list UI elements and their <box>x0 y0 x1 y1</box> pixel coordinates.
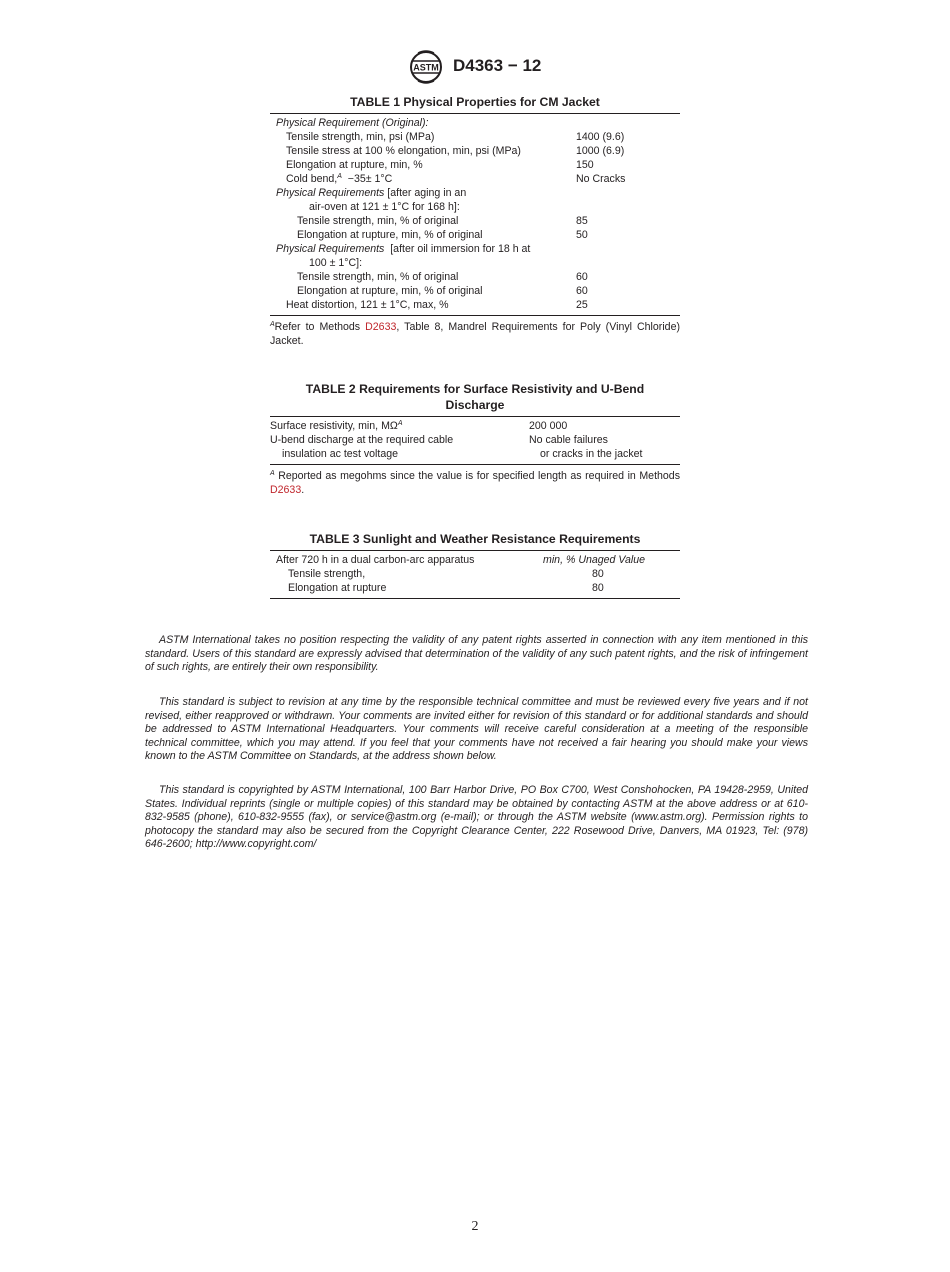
table-1-cell-value: 85 <box>576 215 588 227</box>
label-text: [after oil immersion for 18 h at <box>384 243 531 255</box>
table-row <box>270 116 680 130</box>
patent-notice-text: ASTM International takes no position respecting the validity of any patent rights asserted in connection with any item mentioned in this standard. Users of this standard are expressly advised that determination of the validity of any such patent rights, and the risk of infringement of such rights, are entirely their own responsibility. <box>145 634 808 674</box>
table-row <box>270 447 680 461</box>
table-row <box>270 158 680 172</box>
table-2-cell-value: No cable failures <box>529 434 608 446</box>
astm-logo-text: ASTM <box>413 62 439 73</box>
table-row <box>270 186 680 200</box>
table-1-title: TABLE 1 Physical Properties for CM Jacket <box>350 95 600 109</box>
table-1-cell-label: Tensile strength, min, psi (MPa) <box>286 131 435 143</box>
page-header <box>0 50 950 86</box>
table-1-cell-label: Tensile strength, min, % of original <box>297 215 459 227</box>
footnote-text: , Table 8, Mandrel Requirements for Poly (Vinyl Chloride) Jacket. <box>270 321 680 347</box>
table-2-cell-label <box>270 419 402 433</box>
table-2-cell-value: 200 000 <box>529 420 568 432</box>
table-row <box>270 298 680 312</box>
page-number: 2 <box>471 1219 479 1234</box>
table-1-cell-value: 1400 (9.6) <box>576 131 625 143</box>
table-3 <box>270 531 680 599</box>
table-row <box>270 567 680 581</box>
label-text: Physical Requirements <box>276 243 385 255</box>
table-1-cell-label <box>270 172 392 186</box>
table-row <box>270 581 680 595</box>
label-text: Physical Requirements <box>276 187 385 199</box>
footnote-marker: A <box>270 470 275 477</box>
table-row <box>270 144 680 158</box>
footnote-text: Reported as megohms since the value is for specified length as required in Methods <box>274 470 680 482</box>
table-1-cell-value: 1000 (6.9) <box>576 145 625 157</box>
table-row <box>270 419 680 433</box>
table-2-cell-label: insulation ac test voltage <box>282 448 399 460</box>
table-row <box>270 228 680 242</box>
table-1-cell-label: Tensile stress at 100 % elongation, min, psi (MPa) <box>286 145 521 157</box>
table-1-cell-label: Elongation at rupture, min, % of original <box>297 229 483 241</box>
table-row <box>270 214 680 228</box>
document-id: D4363 − 12 <box>453 56 542 75</box>
patent-notice <box>145 634 808 675</box>
revision-notice <box>145 696 808 764</box>
table-2-cell-label: U-bend discharge at the required cable <box>270 434 454 446</box>
table-1-cell-label: 100 ± 1°C]: <box>309 257 363 269</box>
copyright-notice <box>145 784 808 852</box>
footnote-text: . <box>301 484 305 496</box>
table-2-cell-value: or cracks in the jacket <box>540 448 643 460</box>
table-row <box>270 433 680 447</box>
table-3-cell-label: Tensile strength, <box>288 568 366 580</box>
footnote-text: Refer to Methods <box>274 321 366 333</box>
table-1-cell-label: Heat distortion, 121 ± 1°C, max, % <box>286 299 449 311</box>
label-text: Surface resistivity, min, MΩ <box>270 420 398 432</box>
table-3-column-header: min, % Unaged Value <box>543 554 646 566</box>
table-1-cell-value: No Cracks <box>576 173 626 185</box>
table-row <box>270 172 680 186</box>
table-1-cell-label: Physical Requirement (Original): <box>276 117 429 129</box>
table-1-cell-value: 150 <box>576 159 594 171</box>
label-text: −35± 1°C <box>341 173 393 185</box>
table-1-footnote <box>270 316 680 348</box>
table-1-cell-label <box>270 186 466 200</box>
astm-logo-icon <box>408 50 444 84</box>
revision-notice-text: This standard is subject to revision at any time by the responsible technical committee and must be reviewed every five years and if not revised, either reapproved or withdrawn. Your comments are invited either for revision of this standard or for additional standards and should be addressed to ASTM International Headquarters. Your comments will receive careful consideration at a meeting of the responsible technical committee, which you may attend. If you feel that your comments have not received a fair hearing you should make your views known to the ASTM Committee on Standards, at the address shown below. <box>145 696 808 763</box>
table-row <box>270 284 680 298</box>
table-1-cell-label <box>270 242 530 256</box>
label-text: [after aging in an <box>384 187 467 199</box>
table-1-cell-label: Elongation at rupture, min, % <box>286 159 423 171</box>
table-2-title: TABLE 2 Requirements for Surface Resistivity and U-Bend Discharge <box>305 382 645 412</box>
table-1 <box>270 94 680 348</box>
copyright-notice-text: This standard is copyrighted by ASTM International, 100 Barr Harbor Drive, PO Box C700, West Conshohocken, PA 19428-2959, United States. Individual reprints (single or multiple copies) of this standard may be obtained by contacting ASTM at the above address or at 610-832-9585 (phone), 610-832-9555 (fax), or service@astm.org (e-mail); or through the ASTM website (www.astm.org). Permission rights to photocopy the standard may also be secured from the Copyright Clearance Center, 222 Rosewood Drive, Danvers, MA 01923, Tel: (978) 646-2600; http://www.copyright.com/ <box>145 784 808 851</box>
footnote-marker: A <box>337 173 342 180</box>
label-text: Cold bend, <box>286 173 338 185</box>
table-row <box>270 130 680 144</box>
footnote-marker: A <box>397 420 403 427</box>
table-1-cell-value: 25 <box>576 299 588 311</box>
d2633-link[interactable]: D2633 <box>365 321 397 333</box>
table-row <box>270 256 680 270</box>
table-3-cell-value: 80 <box>592 582 604 594</box>
table-3-title: TABLE 3 Sunlight and Weather Resistance Requirements <box>309 532 641 546</box>
table-row <box>270 553 680 567</box>
table-1-cell-label: air-oven at 121 ± 1°C for 168 h]: <box>309 201 460 213</box>
footnote-marker: A <box>270 321 275 328</box>
table-row <box>270 200 680 214</box>
table-3-cell-label: Elongation at rupture <box>288 582 387 594</box>
table-row <box>270 270 680 284</box>
table-1-cell-label: Tensile strength, min, % of original <box>297 271 459 283</box>
table-1-cell-value: 50 <box>576 229 588 241</box>
table-1-cell-label: Elongation at rupture, min, % of original <box>297 285 483 297</box>
table-2-footnote <box>270 465 680 497</box>
table-3-cell-label: After 720 h in a dual carbon-arc apparatus <box>276 554 475 566</box>
d2633-link[interactable]: D2633 <box>270 484 302 496</box>
table-2 <box>270 381 680 497</box>
table-1-cell-value: 60 <box>576 271 588 283</box>
table-3-bottom-rule <box>270 598 680 599</box>
table-1-cell-value: 60 <box>576 285 588 297</box>
table-3-cell-value: 80 <box>592 568 604 580</box>
table-row <box>270 242 680 256</box>
